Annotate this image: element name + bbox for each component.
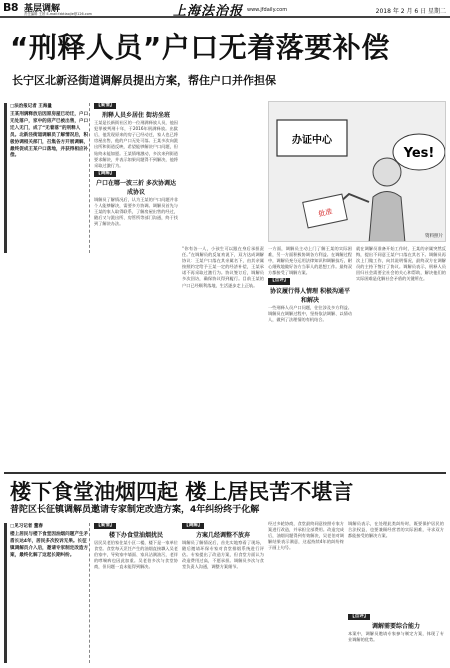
article2-column-1 <box>94 521 178 664</box>
article1-headline: “刑释人员”户口无着落要补偿 <box>10 31 390 64</box>
column-4-text: 就在调解员准备开始工作时，王某的亲属突然反悔，提出不同意王某户口落在其名下。调解员再次上门做工作，向其说明情况，最终双方在调解员的主持下签订了协议。调解员表示，刑释人员回归社会需要全社会的关心和帮助，解决他们的实际困难是化解社会矛盾的关键所在。 <box>356 246 446 282</box>
photo-sign-text: 办证中心 <box>292 135 332 146</box>
photo-caption: 资料照片 <box>425 234 443 239</box>
article1-column-1 <box>94 101 178 471</box>
article1-byline: □法治报记者 王海量 <box>10 104 52 109</box>
mediation-heading: 方案几经调整不放弃 <box>195 532 250 540</box>
article2-column-2 <box>182 521 264 664</box>
article-divider <box>4 472 446 474</box>
comment-tag: 【点评】 <box>270 278 289 284</box>
editor-line: 责任编辑 王婷 E-mail:fzbtiaojie@126.com <box>24 12 92 16</box>
page-code: B8 <box>3 1 19 14</box>
photo-yes-text: Yes! <box>403 146 435 161</box>
article2-headline: 楼下食堂油烟四起 楼上居民苦不堪言 <box>10 480 354 504</box>
paper-logo: 上海法治报 <box>173 4 244 19</box>
sidebar-accent-bar <box>4 103 7 253</box>
mediation-tag: 【调解】 <box>96 170 115 176</box>
article2-byline: □见习记者 董春 <box>10 524 43 529</box>
mediation-text: 调解员了解情况后，首先实地察看了现场，随后邀请环保专家对食堂排烟系统进行评估。专家提出了改造方案，但食堂方面认为改造费用过高，不愿承担。调解员多次与食堂负责人沟通，调整方案细节。 <box>182 540 264 570</box>
mediation-text: 调解员了解情况后，认为王某的户口问题并非个人能够解决，需要多方协调。调解员首先与王某的家人取得联系，了解房屋出售的经过，随后又与派出所、房管所等部门沟通，终于找到了解决办法。 <box>94 196 178 227</box>
section-name: 基层调解 <box>24 4 61 14</box>
article1-photo <box>268 101 446 242</box>
article1-subhead: 长宁区北新泾街道调解员提出方案，帮住户口并作担保 <box>12 74 276 87</box>
mediation-heading: 户口在哪一波三折 多次协调达成协议 <box>95 179 177 196</box>
comment-heading: 协议履行得人情理 积极沟通平和解决 <box>269 287 351 304</box>
article1-column-2 <box>182 246 264 471</box>
article2-column-3 <box>268 521 344 664</box>
case-text: 居民吴老伯家住某小区二楼，楼下是一家单位食堂。食堂每天烹饪产生的油烟直接飘入吴老伯家中，导致家中墙面、家具沾满油污，老伴的哮喘病也因此加重。吴老伯多次与食堂协商，但问题一直未能得到解决。 <box>94 540 178 570</box>
publication-date: 2018 年 2 月 6 日 星期二 <box>375 8 446 15</box>
article2-lead-sidebar <box>4 523 90 663</box>
masthead <box>0 0 450 18</box>
mediation-tag: 【调解】 <box>184 523 203 528</box>
article1-column-3 <box>268 246 352 471</box>
comment-text: 一些刑释人员户口问题，往往涉及多方利益。调解员在调解过程中，坚持依法调解、以情动人，做到了法理情的有机结合。 <box>268 304 352 322</box>
sidebar-accent-bar <box>4 523 7 663</box>
comment-text: 本案中，调解员邀请专家参与制定方案，体现了专业调解的优势。 <box>348 631 444 643</box>
photo-stamp-text: 批准 <box>317 207 334 219</box>
column-3-text: 一方面，调解员主动上门了解王某的实际困难，另一方面积极协调各方利益。在调解过程中，调解员充分运用法律知识和调解技巧，耐心细致地做好各方当事人的思想工作。最终双方都接受了调解方案。 <box>268 246 352 276</box>
case-heading: 刑释人员乡居住 街坊坐班 <box>101 112 171 120</box>
column-2-text: “你有各一人，小孩生可以跟在身后承担责任。”在调解员的反复劝说下，双方达成调解协议：王某户口落在其亲属名下，由其亲属按照约定给予王某一定的经济补偿，王某承诺不再采取过激行为。协议签订后，调解员多次回访，确保协议得到履行。目前王某的户口已经顺利落地，生活逐步走上正轨。 <box>182 246 264 288</box>
comment-heading: 调解需要综合能力 <box>371 623 420 631</box>
photo-illustration <box>269 102 446 242</box>
article2-subhead: 普陀区长征镇调解员邀请专家制定改造方案，4年纠纷终于化解 <box>10 505 260 515</box>
paper-url: www.jfdaily.com <box>247 7 288 13</box>
column-4-text: 调解员表示，在处理此类纠纷时，既要保护居民的合法权益，也要兼顾经营者的实际困难，寻求双方都能接受的解决方案。 <box>348 521 444 539</box>
article1-column-4 <box>356 246 446 471</box>
article1-lead-sidebar <box>4 103 90 253</box>
article2-comment-box <box>348 612 444 664</box>
column-3-text: 经过多轮协商，食堂最终同意按照专家方案进行改造，并承担全部费用。改造完成后，油烟问题得到有效解决，吴老伯对调解结果表示满意，这起持续4年的纠纷终于画上句号。 <box>268 521 344 551</box>
article1-lead: 王某刑满释放后因原房屋已动迁，户口无处落户，家中的房产已被出售，户口迁入无门，成了“无着落”的刑释人员。北新泾街道调解员了解情况后，积极协调相关部门，召集各方开展调解，最终促成王某户口落地，并获得相应补偿。 <box>10 112 89 159</box>
comment-tag: 【点评】 <box>350 614 369 619</box>
case-heading: 楼下办食堂油烟扰民 <box>108 532 163 540</box>
case-text: 王某是长新街社区的一位刑满释放人员，他因犯罪被判刑十年，于2016年刑满释放。出狱后，他发现原来的房子已经动迁，家人也已将房屋出售，他的户口无处可落。王某多次向派出所和街道反映，希望能够解决户口问题，但始终未能如愿。王某情绪激动，多次来到街道要求解决，并表示如果问题得不到解决，他将采取过激行为。 <box>94 120 178 168</box>
article2-lead: 楼上居民与楼下食堂因油烟问题产生矛盾长达4年，居民多次投诉无果。长征镇调解员介入后，邀请专家制定改造方案，最终化解了这起长期纠纷。 <box>10 532 89 558</box>
case-tag: 【案情】 <box>96 103 115 108</box>
case-tag: 【案情】 <box>96 523 115 528</box>
article2-column-4 <box>348 521 444 609</box>
